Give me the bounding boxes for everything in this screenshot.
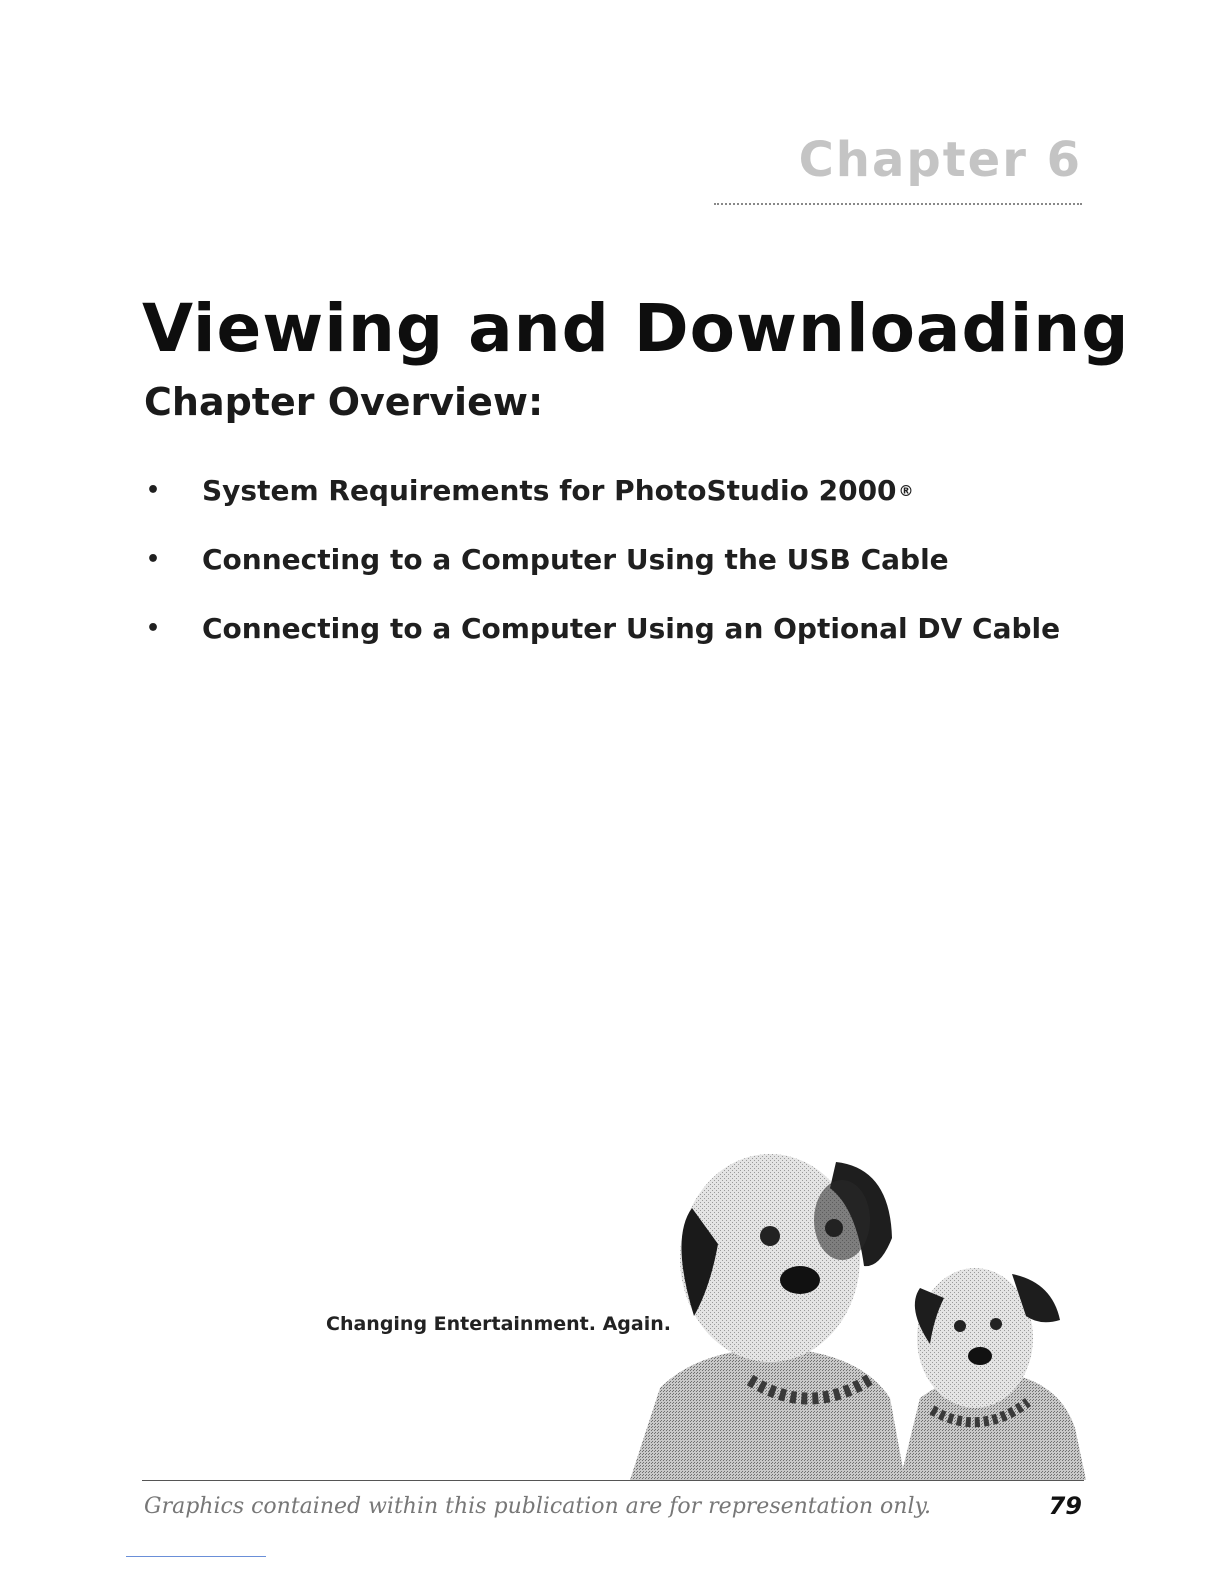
list-item	[142, 594, 1060, 663]
registered-mark: ®	[898, 481, 914, 500]
footer-note: Graphics contained within this publication are for representation only.	[144, 1494, 931, 1519]
page-title: Viewing and Downloading	[142, 290, 1130, 367]
section-subtitle: Chapter Overview:	[144, 380, 544, 424]
dogs-illustration	[630, 1148, 1086, 1480]
brand-tagline: Changing Entertainment. Again.	[326, 1313, 671, 1335]
bullet-icon: •	[146, 547, 161, 572]
list-item-text: Connecting to a Computer Using the USB Cable	[202, 543, 949, 576]
link-underline	[126, 1556, 266, 1557]
list-item	[142, 456, 1060, 525]
list-item-text: System Requirements for PhotoStudio 2000	[202, 474, 897, 507]
overview-list	[142, 456, 1060, 663]
bullet-icon: •	[146, 616, 161, 641]
list-item	[142, 525, 1060, 594]
chapter-label: Chapter 6	[798, 132, 1082, 188]
chapter-divider	[714, 203, 1082, 205]
page-number: 79	[1048, 1492, 1082, 1520]
bullet-icon: •	[146, 478, 161, 503]
list-item-text: Connecting to a Computer Using an Optional DV Cable	[202, 612, 1061, 645]
footer-divider	[142, 1480, 1084, 1481]
